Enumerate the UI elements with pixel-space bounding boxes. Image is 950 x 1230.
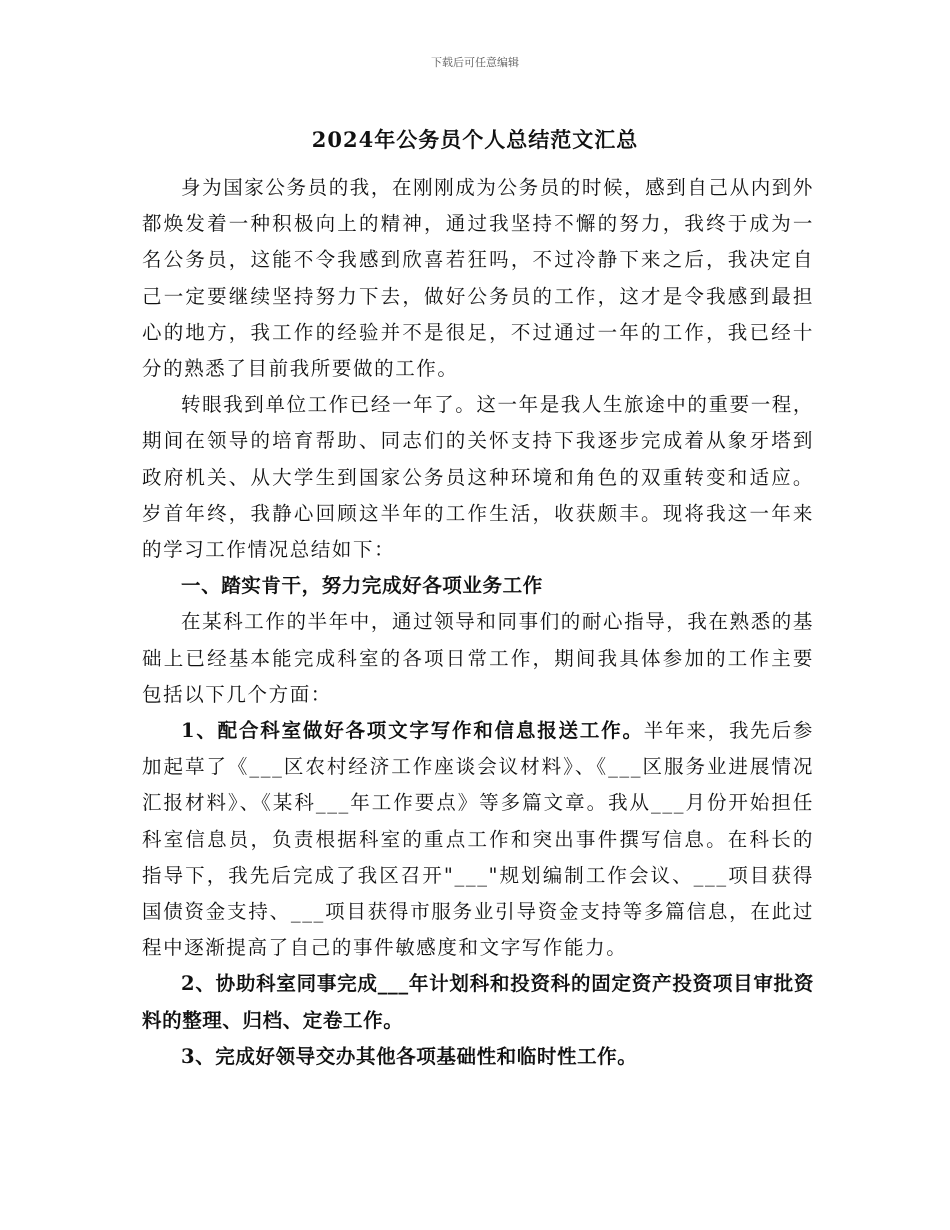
paragraph-overview: 转眼我到单位工作已经一年了。这一年是我人生旅途中的重要一程，期间在领导的培育帮助、同志们的关怀支持下我逐步完成着从象牙塔到政府机关、从大学生到国家公务员这种环境和角色的双重转变和适应。岁首年终，我静心回顾这半年的工作生活，收获颇丰。现将我这一年来的学习工作情况总结如下： (142, 393, 815, 562)
header-note: 下载后可任意编辑 (431, 56, 519, 69)
item-1-text: 半年来，我先后参加起草了《___区农村经济工作座谈会议材料》、《___区服务业进展情况汇报材料》、《某科___年工作要点》等多篇文章。我从___月份开始担任科室信息员，负责根据科室的重点工作和突出事件撰写信息。在科长的指导下，我先后完成了我区召开"___"规划编制工作会议、___项目获得国债资金支持、___项目获得市服务业引导资金支持等多篇信息，在此过程中逐渐提高了自己的事件敏感度和文字写作能力。 (142, 719, 814, 960)
paragraph-item-1 (142, 713, 814, 966)
paragraph-item-3: 3、完成好领导交办其他各项基础性和临时性工作。 (181, 1044, 638, 1068)
item-1-heading: 1、配合科室做好各项文字写作和信息报送工作。 (181, 719, 644, 743)
document-body (142, 170, 814, 1075)
section-heading: 一、踏实肯干，努力完成好各项业务工作 (181, 574, 543, 598)
paragraph-section-intro: 在某科工作的半年中，通过领导和同事们的耐心指导，我在熟悉的基础上已经基本能完成科室的各项日常工作，期间我具体参加的工作主要包括以下几个方面： (142, 610, 815, 706)
paragraph-intro: 身为国家公务员的我，在刚刚成为公务员的时候，感到自己从内到外都焕发着一种积极向上的精神，通过我坚持不懈的努力，我终于成为一名公务员，这能不令我感到欣喜若狂吗，不过冷静下来之后，我决定自己一定要继续坚持努力下去，做好公务员的工作，这才是令我感到最担心的地方，我工作的经验并不是很足，不过通过一年的工作，我已经十分的熟悉了目前我所要做的工作。 (142, 176, 815, 381)
paragraph-item-2: 2、协助科室同事完成___年计划科和投资科的固定资产投资项目审批资料的整理、归档、定卷工作。 (142, 972, 814, 1032)
document-title: 2024年公务员个人总结范文汇总 (311, 127, 639, 152)
